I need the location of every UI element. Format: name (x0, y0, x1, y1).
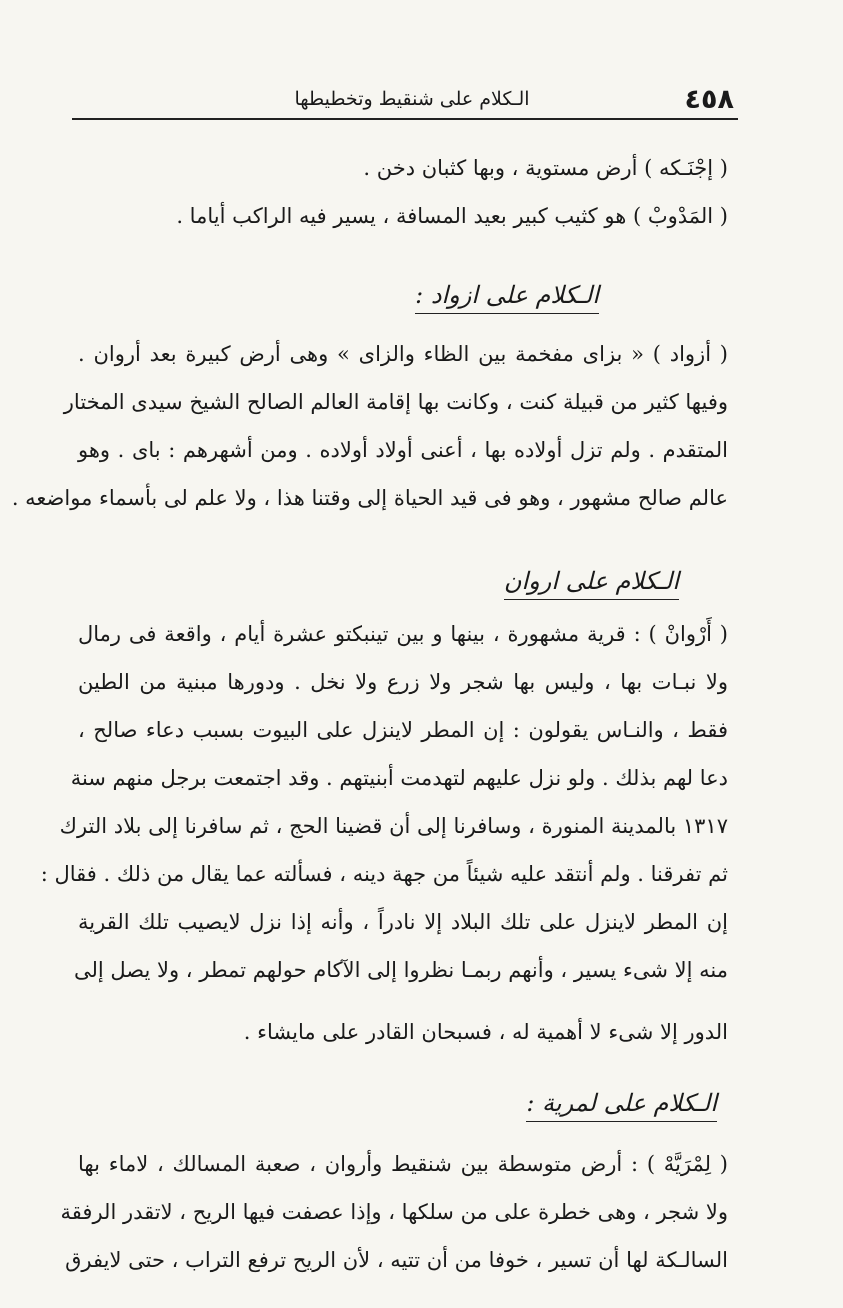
paragraph-line: ( أَرْوانْ ) : قرية مشهورة ، بينها و بين تينبكتو عشرة أيام ، واقعة فى رمال (78, 622, 728, 646)
intro-line: ( إجْنَـكه ) أرض مستوية ، وبها كثبان دخن . (363, 156, 728, 180)
page-header (72, 84, 738, 120)
paragraph-line: ( أزواد ) « بزاى مفخمة بين الظاء والزاى » وهى أرض كبيرة بعد أروان . (78, 342, 728, 366)
paragraph-line: عالم صالح مشهور ، وهو فى قيد الحياة إلى وقتنا هذا ، ولا علم لى بأسماء مواضعه . (11, 486, 728, 510)
paragraph-line: وفيها كثير من قبيلة كنت ، وكانت بها إقامة العالم الصالح الشيخ سيدى المختار (63, 390, 728, 414)
section-heading-lemriyya: الـكلام على لمرية : (526, 1088, 717, 1122)
paragraph-line: السالـكة لها أن تسير ، خوفا من أن تتيه ، لأن الريح ترفع التراب ، حتى لايفرق (65, 1248, 728, 1272)
running-title: الـكلام على شنقيط وتخطيطها (294, 88, 530, 110)
paragraph-line: دعا لهم بذلك . ولو نزل عليهم لتهدمت أبنيتهم . وقد اجتمعت برجل منهم سنة (70, 766, 728, 790)
paragraph-line: منه إلا شىء يسير ، وأنهم ربمـا نظروا إلى الآكام حولهم تمطر ، ولا يصل إلى (73, 958, 728, 982)
paragraph-line: الدور إلا شىء لا أهمية له ، فسبحان القادر على مايشاء . (243, 1020, 728, 1044)
page-number: ٤٥٨ (684, 84, 734, 115)
paragraph-line: ولا نبـات بها ، وليس بها شجر ولا زرع ولا نخل . ودورها مبنية من الطين (78, 670, 728, 694)
section-heading-azawad: الـكلام على ازواد : (415, 280, 599, 314)
paragraph-line: فقط ، والنـاس يقولون : إن المطر لاينزل على البيوت بسبب دعاء صالح ، (78, 718, 728, 742)
paragraph-line: ( لِمْرَيَّهْ ) : أرض متوسطة بين شنقيط وأروان ، صعبة المسالك ، لاماء بها (78, 1152, 728, 1176)
section-heading-arawan: الـكلام على اروان (504, 566, 679, 600)
paragraph-line: ١٣١٧ بالمدينة المنورة ، وسافرنا إلى أن قضينا الحج ، ثم سافرنا إلى بلاد الترك (59, 814, 728, 838)
paragraph-line: المتقدم . ولم تزل أولاده بها ، أعنى أولاد أولاده . ومن أشهرهم : باى . وهو (78, 438, 728, 462)
paragraph-line: ولا شجر ، وهى خطرة على من سلكها ، وإذا عصفت فيها الريح ، لاتقدر الرفقة (60, 1200, 728, 1224)
paragraph-line: إن المطر لاينزل على تلك البلاد إلا نادراً ، وأنه إذا نزل لايصيب تلك القرية (78, 910, 728, 934)
intro-line: ( المَدْوبْ ) هو كثيب كبير بعيد المسافة ، يسير فيه الراكب أياما . (176, 204, 728, 228)
paragraph-line: ثم تفرقنا . ولم أنتقد عليه شيئاً من جهة دينه ، فسألته عما يقال من ذلك . فقال : (40, 862, 728, 886)
